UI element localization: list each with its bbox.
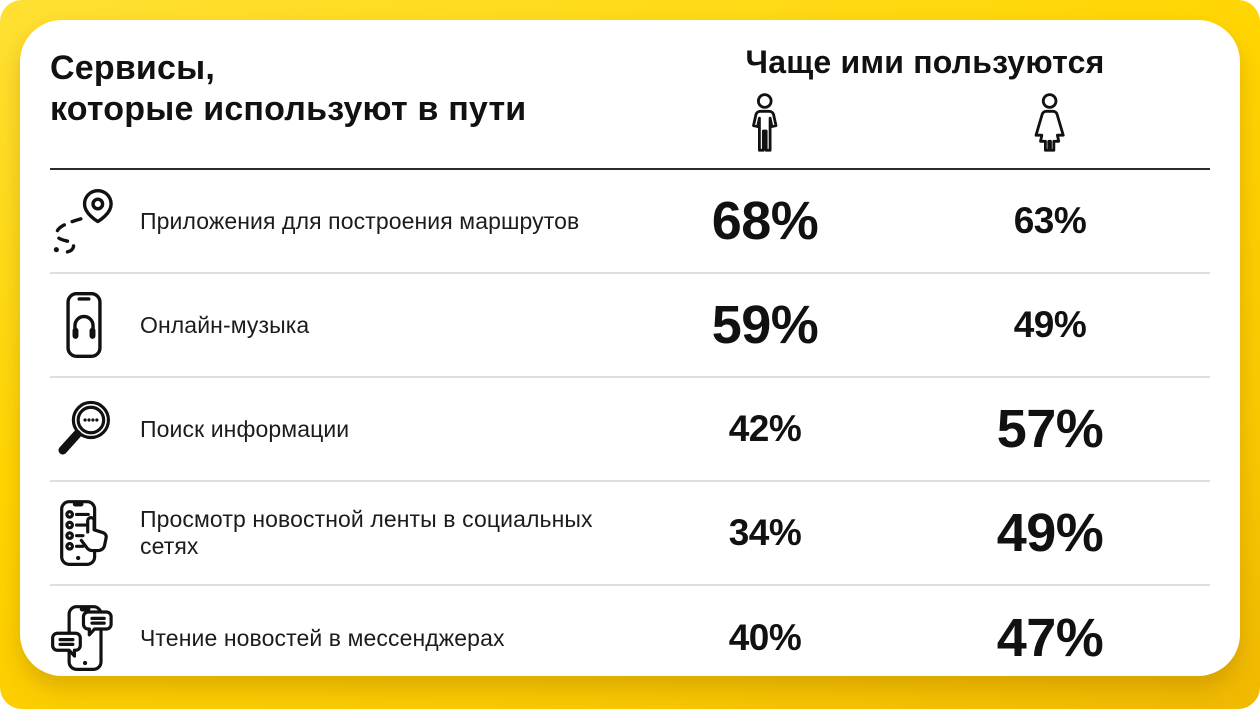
title-line-2: которые используют в пути bbox=[50, 90, 527, 129]
female-column-header bbox=[890, 93, 1210, 153]
table-row-route-apps bbox=[50, 170, 1210, 274]
usage-title: Чаще ими пользуются bbox=[745, 44, 1105, 80]
male-value: 59% bbox=[711, 295, 819, 355]
service-label: Поиск информации bbox=[140, 415, 350, 442]
table-row-online-music bbox=[50, 274, 1210, 378]
route-pin-icon bbox=[50, 187, 140, 255]
service-label: Просмотр новостной ленты в социальных сетях bbox=[140, 506, 593, 559]
table-row-messengers bbox=[50, 586, 1210, 676]
music-phone-icon bbox=[50, 291, 140, 359]
usage-header bbox=[640, 44, 1210, 153]
search-icon bbox=[50, 395, 140, 463]
title-line-1: Сервисы, bbox=[50, 49, 216, 87]
gender-icon-row bbox=[640, 93, 1210, 153]
page-title bbox=[50, 44, 640, 131]
service-label: Чтение новостей в мессенджерах bbox=[140, 624, 505, 651]
table-row-social-feed bbox=[50, 482, 1210, 586]
male-column-header bbox=[640, 93, 890, 153]
female-value: 63% bbox=[1013, 200, 1087, 241]
female-value: 57% bbox=[996, 399, 1104, 459]
female-value: 47% bbox=[996, 608, 1104, 668]
table-row-info-search bbox=[50, 378, 1210, 482]
header bbox=[50, 20, 1210, 170]
messenger-icon bbox=[50, 604, 140, 672]
female-person-icon bbox=[1029, 93, 1070, 153]
male-value: 40% bbox=[728, 617, 802, 658]
infographic-card bbox=[20, 20, 1240, 676]
female-value: 49% bbox=[996, 503, 1104, 563]
male-value: 42% bbox=[728, 408, 802, 449]
service-label: Онлайн-музыка bbox=[140, 311, 310, 338]
social-feed-icon bbox=[50, 499, 140, 567]
male-value: 34% bbox=[728, 512, 802, 553]
female-value: 49% bbox=[1013, 304, 1087, 345]
male-value: 68% bbox=[711, 191, 819, 251]
service-label: Приложения для построения маршрутов bbox=[140, 207, 580, 234]
male-person-icon bbox=[746, 93, 784, 153]
